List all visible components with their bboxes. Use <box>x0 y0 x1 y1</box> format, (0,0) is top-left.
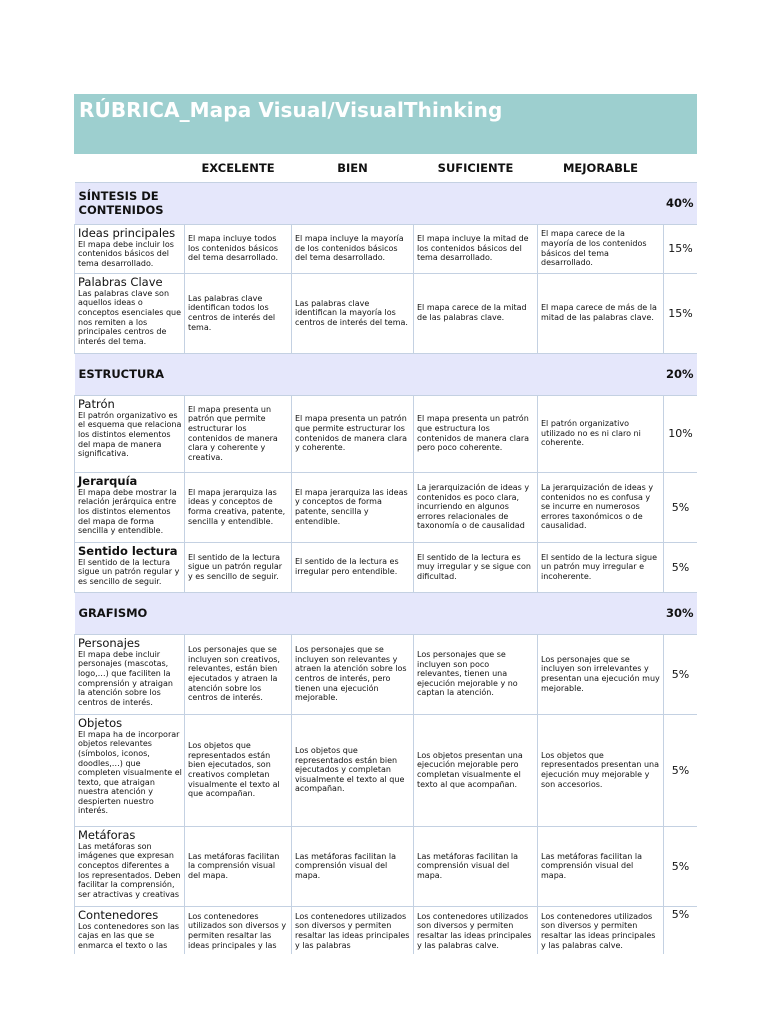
criterion-percent: 10% <box>664 395 698 472</box>
level-cell-bien: El sentido de la lectura es irregular pero entendible. <box>292 542 414 592</box>
criterion-row <box>75 634 698 714</box>
level-cell-mejorable: Los objetos que representados presentan una ejecución muy mejorable y son accesorios. <box>538 714 664 826</box>
level-cell-mejorable: El mapa carece de la mayoría de los contenidos básicos del tema desarrollado. <box>538 224 664 273</box>
criterion-cell <box>75 826 185 906</box>
level-cell-bien: El mapa jerarquiza las ideas y conceptos de forma patente, sencilla y entendible. <box>292 472 414 542</box>
criterion-row <box>75 906 698 954</box>
level-cell-suficiente: Los objetos presentan una ejecución mejorable pero completan visualmente el texto al que acompañan. <box>414 714 538 826</box>
level-cell-mejorable: Las metáforas facilitan la comprensión visual del mapa. <box>538 826 664 906</box>
criterion-title: Contenedores <box>78 907 159 922</box>
criterion-title: Objetos <box>78 715 123 730</box>
level-cell-bien: Los contenedores utilizados son diversos y permiten resaltar las ideas principales y las palabras <box>292 906 414 954</box>
level-cell-suficiente: Los personajes que se incluyen son poco relevantes, tienen una ejecución mejorable y no captan la atención. <box>414 634 538 714</box>
criterion-title: Personajes <box>78 635 140 650</box>
criterion-percent: 15% <box>664 224 698 273</box>
criterion-cell <box>75 634 185 714</box>
criterion-description: Las palabras clave son aquellos ideas o conceptos esenciales que nos remiten a los principales centros de interés del tema. <box>78 288 182 346</box>
level-cell-bien: Las palabras clave identifican la mayoría los centros de interés del tema. <box>292 273 414 353</box>
section-name: GRAFISMO <box>75 592 664 634</box>
criterion-percent: 5% <box>664 634 698 714</box>
level-cell-suficiente: El sentido de la lectura es muy irregular y se sigue con dificultad. <box>414 542 538 592</box>
criterion-description: El sentido de la lectura sigue un patrón regular y es sencillo de seguir. <box>78 557 180 586</box>
rubric-table <box>74 154 697 954</box>
level-cell-suficiente: El mapa incluye la mitad de los contenidos básicos del tema desarrollado. <box>414 224 538 273</box>
criterion-cell <box>75 714 185 826</box>
level-header-mejorable: MEJORABLE <box>562 160 639 175</box>
criterion-percent: 5% <box>664 906 698 954</box>
criterion-percent: 5% <box>664 542 698 592</box>
section-name: SÍNTESIS DE CONTENIDOS <box>75 182 664 224</box>
level-cell-suficiente: El mapa carece de la mitad de las palabras clave. <box>414 273 538 353</box>
criterion-row <box>75 472 698 542</box>
level-header-suficiente: SUFICIENTE <box>437 160 514 175</box>
criterion-cell <box>75 273 185 353</box>
criterion-title: Sentido lectura <box>78 543 178 558</box>
criterion-description: El mapa debe incluir personajes (mascotas, logo,…) que faciliten la comprensión y atraigan la atención sobre los centros de interés. <box>78 649 173 707</box>
level-cell-mejorable: El mapa carece de más de la mitad de las palabras clave. <box>538 273 664 353</box>
level-header-excelente: EXCELENTE <box>201 160 275 175</box>
level-cell-excelente: Los objetos que representados están bien ejecutados, son creativos completan visualmente el texto al que acompañan. <box>185 714 292 826</box>
criterion-row <box>75 542 698 592</box>
criterion-description: Los contenedores son las cajas en las que se enmarca el texto o las <box>78 921 180 950</box>
criterion-cell <box>75 395 185 472</box>
level-cell-suficiente: Las metáforas facilitan la comprensión visual del mapa. <box>414 826 538 906</box>
criterion-description: El patrón organizativo es el esquema que relaciona los distintos elementos del mapa de manera significativa. <box>78 410 182 459</box>
level-cell-bien: El mapa presenta un patrón que permite estructurar los contenidos de manera clara y coherente. <box>292 395 414 472</box>
criterion-title: Ideas principales <box>78 225 176 240</box>
criterion-title: Patrón <box>78 396 115 411</box>
level-cell-suficiente: La jerarquización de ideas y contenidos es poco clara, incurriendo en algunos errores relacionales de taxonomía o de causalidad <box>414 472 538 542</box>
level-cell-mejorable: El patrón organizativo utilizado no es ni claro ni coherente. <box>538 395 664 472</box>
section-row <box>75 353 698 395</box>
level-header-row <box>75 154 698 182</box>
level-cell-bien: Las metáforas facilitan la comprensión visual del mapa. <box>292 826 414 906</box>
criterion-cell <box>75 542 185 592</box>
criterion-description: Las metáforas son imágenes que expresan conceptos diferentes a los representados. Deben facilitar la comprensión, ser atractivas y creativas <box>78 841 181 899</box>
level-cell-excelente: Los personajes que se incluyen son creativos, relevantes, están bien ejecutados y atraen la atención sobre los centros de interés. <box>185 634 292 714</box>
level-cell-excelente: El mapa incluye todos los contenidos básicos del tema desarrollado. <box>185 224 292 273</box>
level-cell-excelente: Las palabras clave identifican todos los centros de interés del tema. <box>185 273 292 353</box>
criterion-title: Palabras Clave <box>78 274 163 289</box>
header-blank-cell <box>75 154 185 182</box>
criterion-cell <box>75 472 185 542</box>
rubric-sheet <box>74 94 697 954</box>
criterion-title: Metáforas <box>78 827 136 842</box>
section-percent: 30% <box>664 592 698 634</box>
level-cell-excelente: El mapa jerarquiza las ideas y conceptos de forma creativa, patente, sencilla y entendible. <box>185 472 292 542</box>
criterion-percent: 15% <box>664 273 698 353</box>
criterion-row <box>75 826 698 906</box>
section-percent: 40% <box>664 182 698 224</box>
level-cell-bien: El mapa incluye la mayoría de los contenidos básicos del tema desarrollado. <box>292 224 414 273</box>
criterion-title: Jerarquía <box>78 473 138 488</box>
criterion-percent: 5% <box>664 714 698 826</box>
criterion-cell <box>75 906 185 954</box>
criterion-row <box>75 224 698 273</box>
criterion-row <box>75 395 698 472</box>
criterion-cell <box>75 224 185 273</box>
level-cell-mejorable: Los personajes que se incluyen son irrelevantes y presentan una ejecución muy mejorable. <box>538 634 664 714</box>
level-header-bien: BIEN <box>337 160 368 175</box>
level-cell-suficiente: El mapa presenta un patrón que estructura los contenidos de manera clara pero poco coherente. <box>414 395 538 472</box>
criterion-description: El mapa debe mostrar la relación jerárquica entre los distintos elementos del mapa de forma sencilla y entendible. <box>78 487 177 536</box>
document-title: RÚBRICA_Mapa Visual/VisualThinking <box>79 98 503 122</box>
criterion-percent: 5% <box>664 472 698 542</box>
level-cell-suficiente: Los contenedores utilizados son diversos y permiten resaltar las ideas principales y las palabras calve. <box>414 906 538 954</box>
level-cell-mejorable: El sentido de la lectura sigue un patrón muy irregular e incoherente. <box>538 542 664 592</box>
level-cell-excelente: Las metáforas facilitan la comprensión visual del mapa. <box>185 826 292 906</box>
level-cell-excelente: El sentido de la lectura sigue un patrón regular y es sencillo de seguir. <box>185 542 292 592</box>
section-row <box>75 592 698 634</box>
section-percent: 20% <box>664 353 698 395</box>
section-name: ESTRUCTURA <box>75 353 664 395</box>
level-cell-bien: Los objetos que representados están bien ejecutados y completan visualmente el texto al que acompañan. <box>292 714 414 826</box>
level-cell-bien: Los personajes que se incluyen son relevantes y atraen la atención sobre los centros de interés, pero tienen una ejecución mejorable. <box>292 634 414 714</box>
criterion-row <box>75 714 698 826</box>
header-blank-cell <box>664 154 698 182</box>
level-cell-excelente: Los contenedores utilizados son diversos y permiten resaltar las ideas principales y las <box>185 906 292 954</box>
level-cell-excelente: El mapa presenta un patrón que permite estructurar los contenidos de manera clara y coherente y creativa. <box>185 395 292 472</box>
section-row <box>75 182 698 224</box>
level-cell-mejorable: Los contenedores utilizados son diversos y permiten resaltar las ideas principales y las palabras calve. <box>538 906 664 954</box>
criterion-row <box>75 273 698 353</box>
level-cell-mejorable: La jerarquización de ideas y contenidos no es confusa y se incurre en numerosos errores taxonómicos o de causalidad. <box>538 472 664 542</box>
criterion-percent: 5% <box>664 826 698 906</box>
criterion-description: El mapa ha de incorporar objetos relevantes (símbolos, iconos, doodles,…) que completen visualmente el texto, que atraigan nuestra atención y despierten nuestro interés. <box>78 729 182 816</box>
title-bar <box>74 94 697 154</box>
criterion-description: El mapa debe incluir los contenidos básicos del tema desarrollado. <box>78 239 174 268</box>
